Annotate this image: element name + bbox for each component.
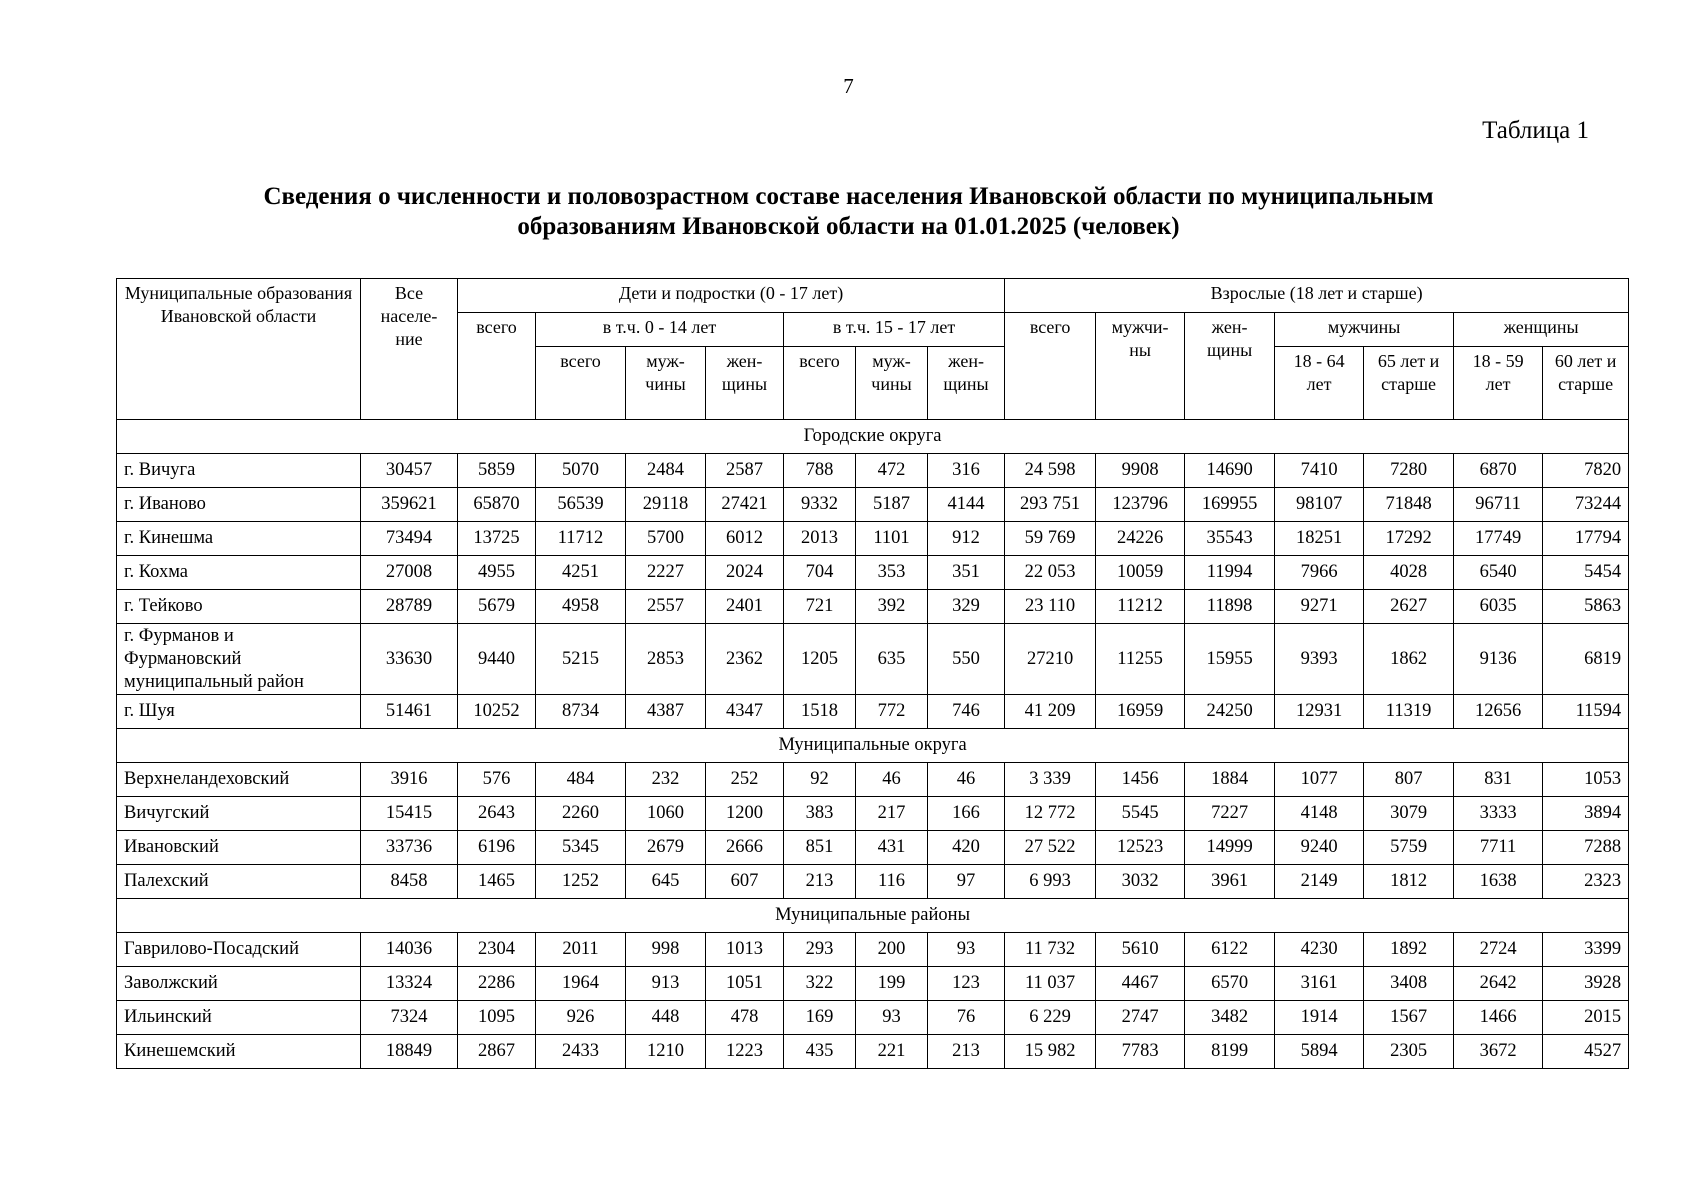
- table-cell: 4230: [1275, 933, 1364, 967]
- table-cell: 4467: [1096, 967, 1185, 1001]
- header-men-65-plus: 65 лет и старше: [1364, 347, 1454, 420]
- table-cell: 11255: [1096, 624, 1185, 695]
- table-cell: 392: [856, 590, 928, 624]
- table-cell: 4144: [928, 488, 1005, 522]
- municipality-name: г. Шуя: [117, 695, 361, 729]
- table-cell: 3399: [1543, 933, 1629, 967]
- table-cell: 98107: [1275, 488, 1364, 522]
- table-cell: 6 993: [1005, 865, 1096, 899]
- table-cell: 15955: [1185, 624, 1275, 695]
- table-cell: 73494: [361, 522, 458, 556]
- table-cell: 431: [856, 831, 928, 865]
- table-cell: 2304: [458, 933, 536, 967]
- table-cell: 831: [1454, 763, 1543, 797]
- municipality-name: г. Кохма: [117, 556, 361, 590]
- table-cell: 7783: [1096, 1035, 1185, 1069]
- header-0-14-men: муж-чины: [626, 347, 706, 420]
- table-cell: 11 037: [1005, 967, 1096, 1001]
- table-row: [117, 624, 1629, 695]
- table-cell: 448: [626, 1001, 706, 1035]
- table-cell: 24226: [1096, 522, 1185, 556]
- table-cell: 1964: [536, 967, 626, 1001]
- table-cell: 11898: [1185, 590, 1275, 624]
- table-cell: 9393: [1275, 624, 1364, 695]
- table-cell: 420: [928, 831, 1005, 865]
- table-cell: 14036: [361, 933, 458, 967]
- table-cell: 3079: [1364, 797, 1454, 831]
- table-cell: 11594: [1543, 695, 1629, 729]
- table-cell: 11994: [1185, 556, 1275, 590]
- table-cell: 11212: [1096, 590, 1185, 624]
- table-cell: 14999: [1185, 831, 1275, 865]
- table-cell: 4527: [1543, 1035, 1629, 1069]
- header-men-group: мужчины: [1275, 313, 1454, 347]
- table-cell: 93: [928, 933, 1005, 967]
- table-row: [117, 967, 1629, 1001]
- table-cell: 4347: [706, 695, 784, 729]
- section-title: Муниципальные округа: [117, 729, 1629, 763]
- table-cell: 123796: [1096, 488, 1185, 522]
- table-cell: 8199: [1185, 1035, 1275, 1069]
- municipality-name: г. Тейково: [117, 590, 361, 624]
- table-cell: 5215: [536, 624, 626, 695]
- table-cell: 3408: [1364, 967, 1454, 1001]
- table-cell: 9332: [784, 488, 856, 522]
- table-cell: 15 982: [1005, 1035, 1096, 1069]
- table-cell: 1051: [706, 967, 784, 1001]
- table-cell: 4251: [536, 556, 626, 590]
- table-cell: 2401: [706, 590, 784, 624]
- document-title: [120, 182, 1577, 242]
- table-cell: 17749: [1454, 522, 1543, 556]
- table-cell: 1862: [1364, 624, 1454, 695]
- header-children: Дети и подростки (0 - 17 лет): [458, 279, 1005, 313]
- table-cell: 217: [856, 797, 928, 831]
- header-15-17-women: жен-щины: [928, 347, 1005, 420]
- table-cell: 232: [626, 763, 706, 797]
- table-cell: 11319: [1364, 695, 1454, 729]
- table-cell: 550: [928, 624, 1005, 695]
- table-cell: 2724: [1454, 933, 1543, 967]
- table-label: Таблица 1: [1482, 117, 1589, 144]
- table-cell: 27210: [1005, 624, 1096, 695]
- table-cell: 7820: [1543, 454, 1629, 488]
- table-cell: 65870: [458, 488, 536, 522]
- table-cell: 123: [928, 967, 1005, 1001]
- table-cell: 7711: [1454, 831, 1543, 865]
- table-cell: 2679: [626, 831, 706, 865]
- table-cell: 2557: [626, 590, 706, 624]
- table-cell: 1518: [784, 695, 856, 729]
- table-cell: 1567: [1364, 1001, 1454, 1035]
- table-cell: 2642: [1454, 967, 1543, 1001]
- table-cell: 11 732: [1005, 933, 1096, 967]
- table-cell: 2627: [1364, 590, 1454, 624]
- table-cell: 1077: [1275, 763, 1364, 797]
- table-cell: 2666: [706, 831, 784, 865]
- table-cell: 3672: [1454, 1035, 1543, 1069]
- table-cell: 12 772: [1005, 797, 1096, 831]
- municipality-name: Гаврилово-Посадский: [117, 933, 361, 967]
- table-cell: 213: [784, 865, 856, 899]
- header-total: Все населе-ние: [361, 279, 458, 420]
- table-cell: 1200: [706, 797, 784, 831]
- table-cell: 46: [856, 763, 928, 797]
- header-women-group: женщины: [1454, 313, 1629, 347]
- table-cell: 10059: [1096, 556, 1185, 590]
- table-cell: 9240: [1275, 831, 1364, 865]
- table-cell: 166: [928, 797, 1005, 831]
- table-cell: 27 522: [1005, 831, 1096, 865]
- title-line: Сведения о численности и половозрастном составе населения Ивановской области по муниципальным: [263, 183, 1434, 210]
- table-cell: 4955: [458, 556, 536, 590]
- table-cell: 4028: [1364, 556, 1454, 590]
- table-row: [117, 763, 1629, 797]
- header-adults: Взрослые (18 лет и старше): [1005, 279, 1629, 313]
- table-cell: 2286: [458, 967, 536, 1001]
- table-cell: 6035: [1454, 590, 1543, 624]
- header-group-15-17: в т.ч. 15 - 17 лет: [784, 313, 1005, 347]
- table-cell: 7288: [1543, 831, 1629, 865]
- table-cell: 8458: [361, 865, 458, 899]
- table-cell: 6196: [458, 831, 536, 865]
- table-cell: 35543: [1185, 522, 1275, 556]
- table-cell: 1456: [1096, 763, 1185, 797]
- table-cell: 5610: [1096, 933, 1185, 967]
- table-cell: 351: [928, 556, 1005, 590]
- table-cell: 5859: [458, 454, 536, 488]
- table-cell: 4148: [1275, 797, 1364, 831]
- section-row: [117, 729, 1629, 763]
- table-cell: 5187: [856, 488, 928, 522]
- table-cell: 1914: [1275, 1001, 1364, 1035]
- table-cell: 3916: [361, 763, 458, 797]
- table-row: [117, 590, 1629, 624]
- table-cell: 322: [784, 967, 856, 1001]
- table-cell: 51461: [361, 695, 458, 729]
- table-cell: 3928: [1543, 967, 1629, 1001]
- table-cell: 5759: [1364, 831, 1454, 865]
- table-cell: 11712: [536, 522, 626, 556]
- table-cell: 30457: [361, 454, 458, 488]
- table-cell: 7410: [1275, 454, 1364, 488]
- table-cell: 1210: [626, 1035, 706, 1069]
- table-cell: 9908: [1096, 454, 1185, 488]
- table-cell: 1892: [1364, 933, 1454, 967]
- municipality-name: г. Иваново: [117, 488, 361, 522]
- table-cell: 5863: [1543, 590, 1629, 624]
- table-cell: 169955: [1185, 488, 1275, 522]
- table-cell: 353: [856, 556, 928, 590]
- table-cell: 16959: [1096, 695, 1185, 729]
- table-cell: 96711: [1454, 488, 1543, 522]
- header-15-17-all: всего: [784, 347, 856, 420]
- table-cell: 7227: [1185, 797, 1275, 831]
- table-cell: 2853: [626, 624, 706, 695]
- table-cell: 5454: [1543, 556, 1629, 590]
- table-cell: 2587: [706, 454, 784, 488]
- table-cell: 24250: [1185, 695, 1275, 729]
- table-cell: 6012: [706, 522, 784, 556]
- table-cell: 6540: [1454, 556, 1543, 590]
- table-cell: 998: [626, 933, 706, 967]
- table-cell: 2323: [1543, 865, 1629, 899]
- table-cell: 293 751: [1005, 488, 1096, 522]
- table-cell: 576: [458, 763, 536, 797]
- section-title: Городские округа: [117, 420, 1629, 454]
- table-cell: 59 769: [1005, 522, 1096, 556]
- table-row: [117, 1001, 1629, 1035]
- table-cell: 3333: [1454, 797, 1543, 831]
- table-cell: 1252: [536, 865, 626, 899]
- table-cell: 5545: [1096, 797, 1185, 831]
- table-cell: 704: [784, 556, 856, 590]
- table-cell: 24 598: [1005, 454, 1096, 488]
- table-cell: 383: [784, 797, 856, 831]
- header-adults-all: всего: [1005, 313, 1096, 420]
- table-cell: 9440: [458, 624, 536, 695]
- header-adult-women: жен-щины: [1185, 313, 1275, 420]
- table-cell: 18849: [361, 1035, 458, 1069]
- header-15-17-men: муж-чины: [856, 347, 928, 420]
- table-cell: 2484: [626, 454, 706, 488]
- table-cell: 484: [536, 763, 626, 797]
- table-cell: 10252: [458, 695, 536, 729]
- table-cell: 2149: [1275, 865, 1364, 899]
- table-cell: 2433: [536, 1035, 626, 1069]
- table-cell: 1884: [1185, 763, 1275, 797]
- table-cell: 9271: [1275, 590, 1364, 624]
- table-cell: 851: [784, 831, 856, 865]
- table-cell: 721: [784, 590, 856, 624]
- table-cell: 2024: [706, 556, 784, 590]
- table-cell: 788: [784, 454, 856, 488]
- table-cell: 12931: [1275, 695, 1364, 729]
- title-line: образованиям Ивановской области на 01.01.2025 (человек): [517, 213, 1180, 240]
- table-cell: 2867: [458, 1035, 536, 1069]
- header-men-18-64: 18 - 64 лет: [1275, 347, 1364, 420]
- table-cell: 1101: [856, 522, 928, 556]
- table-cell: 2011: [536, 933, 626, 967]
- table-row: [117, 865, 1629, 899]
- table-cell: 3 339: [1005, 763, 1096, 797]
- table-row: [117, 695, 1629, 729]
- header-children-all: всего: [458, 313, 536, 420]
- table-cell: 5700: [626, 522, 706, 556]
- table-cell: 1638: [1454, 865, 1543, 899]
- municipality-name: Заволжский: [117, 967, 361, 1001]
- table-cell: 28789: [361, 590, 458, 624]
- table-cell: 17794: [1543, 522, 1629, 556]
- table-row: [117, 454, 1629, 488]
- table-cell: 22 053: [1005, 556, 1096, 590]
- table-cell: 472: [856, 454, 928, 488]
- table-cell: 76: [928, 1001, 1005, 1035]
- table-cell: 3961: [1185, 865, 1275, 899]
- table-cell: 3161: [1275, 967, 1364, 1001]
- header-women-60-plus: 60 лет и старше: [1543, 347, 1629, 420]
- table-cell: 17292: [1364, 522, 1454, 556]
- table-cell: 5679: [458, 590, 536, 624]
- header-0-14-all: всего: [536, 347, 626, 420]
- table-cell: 4387: [626, 695, 706, 729]
- table-body: [117, 420, 1629, 1069]
- table-cell: 329: [928, 590, 1005, 624]
- header-group-0-14: в т.ч. 0 - 14 лет: [536, 313, 784, 347]
- table-cell: 13725: [458, 522, 536, 556]
- table-cell: 116: [856, 865, 928, 899]
- table-cell: 5070: [536, 454, 626, 488]
- table-cell: 169: [784, 1001, 856, 1035]
- table-cell: 29118: [626, 488, 706, 522]
- header-0-14-women: жен-щины: [706, 347, 784, 420]
- table-cell: 3482: [1185, 1001, 1275, 1035]
- table-cell: 2747: [1096, 1001, 1185, 1035]
- table-cell: 221: [856, 1035, 928, 1069]
- table-cell: 435: [784, 1035, 856, 1069]
- table-cell: 3894: [1543, 797, 1629, 831]
- table-cell: 2305: [1364, 1035, 1454, 1069]
- section-title: Муниципальные районы: [117, 899, 1629, 933]
- table-row: [117, 831, 1629, 865]
- table-cell: 1223: [706, 1035, 784, 1069]
- table-row: [117, 1035, 1629, 1069]
- table-cell: 1205: [784, 624, 856, 695]
- table-cell: 478: [706, 1001, 784, 1035]
- table-cell: 635: [856, 624, 928, 695]
- table-cell: 41 209: [1005, 695, 1096, 729]
- header-adult-men: мужчи-ны: [1096, 313, 1185, 420]
- table-cell: 71848: [1364, 488, 1454, 522]
- section-row: [117, 420, 1629, 454]
- municipality-name: Ивановский: [117, 831, 361, 865]
- table-cell: 12523: [1096, 831, 1185, 865]
- table-cell: 645: [626, 865, 706, 899]
- table-cell: 2362: [706, 624, 784, 695]
- table-cell: 5345: [536, 831, 626, 865]
- table-cell: 7280: [1364, 454, 1454, 488]
- table-cell: 73244: [1543, 488, 1629, 522]
- table-cell: 926: [536, 1001, 626, 1035]
- table-cell: 746: [928, 695, 1005, 729]
- table-cell: 33736: [361, 831, 458, 865]
- table-cell: 2013: [784, 522, 856, 556]
- municipality-name: г. Вичуга: [117, 454, 361, 488]
- table-cell: 1060: [626, 797, 706, 831]
- table-cell: 18251: [1275, 522, 1364, 556]
- table-cell: 8734: [536, 695, 626, 729]
- table-cell: 14690: [1185, 454, 1275, 488]
- municipality-name: г. Фурманов и Фурмановский муниципальный район: [117, 624, 361, 695]
- table-row: [117, 797, 1629, 831]
- table-cell: 807: [1364, 763, 1454, 797]
- table-cell: 12656: [1454, 695, 1543, 729]
- table-cell: 5894: [1275, 1035, 1364, 1069]
- municipality-name: Палехский: [117, 865, 361, 899]
- table-cell: 92: [784, 763, 856, 797]
- table-cell: 6 229: [1005, 1001, 1096, 1035]
- header-mo: Муниципальные образования Ивановской области: [117, 279, 361, 420]
- table-cell: 199: [856, 967, 928, 1001]
- table-cell: 2227: [626, 556, 706, 590]
- table-cell: 93: [856, 1001, 928, 1035]
- table-cell: 6870: [1454, 454, 1543, 488]
- table-cell: 213: [928, 1035, 1005, 1069]
- page-number: 7: [843, 74, 854, 98]
- table-cell: 6570: [1185, 967, 1275, 1001]
- municipality-name: Ильинский: [117, 1001, 361, 1035]
- table-cell: 6122: [1185, 933, 1275, 967]
- table-cell: 46: [928, 763, 1005, 797]
- section-row: [117, 899, 1629, 933]
- table-cell: 27008: [361, 556, 458, 590]
- table-cell: 200: [856, 933, 928, 967]
- table-cell: 293: [784, 933, 856, 967]
- table-cell: 1053: [1543, 763, 1629, 797]
- municipality-name: Кинешемский: [117, 1035, 361, 1069]
- table-cell: 912: [928, 522, 1005, 556]
- table-row: [117, 933, 1629, 967]
- table-cell: 1466: [1454, 1001, 1543, 1035]
- table-row: [117, 488, 1629, 522]
- table-cell: 7966: [1275, 556, 1364, 590]
- table-row: [117, 522, 1629, 556]
- table-cell: 1465: [458, 865, 536, 899]
- table-cell: 1095: [458, 1001, 536, 1035]
- table-cell: 2015: [1543, 1001, 1629, 1035]
- table-cell: 97: [928, 865, 1005, 899]
- municipality-name: Вичугский: [117, 797, 361, 831]
- table-cell: 15415: [361, 797, 458, 831]
- table-cell: 316: [928, 454, 1005, 488]
- municipality-name: Верхнеландеховский: [117, 763, 361, 797]
- table-cell: 4958: [536, 590, 626, 624]
- table-cell: 1013: [706, 933, 784, 967]
- table-cell: 3032: [1096, 865, 1185, 899]
- table-cell: 23 110: [1005, 590, 1096, 624]
- table-cell: 607: [706, 865, 784, 899]
- municipality-name: г. Кинешма: [117, 522, 361, 556]
- table-cell: 2643: [458, 797, 536, 831]
- table-cell: 56539: [536, 488, 626, 522]
- table-cell: 9136: [1454, 624, 1543, 695]
- table-cell: 27421: [706, 488, 784, 522]
- table-cell: 252: [706, 763, 784, 797]
- table-cell: 359621: [361, 488, 458, 522]
- table-cell: 7324: [361, 1001, 458, 1035]
- table-cell: 1812: [1364, 865, 1454, 899]
- table-cell: 33630: [361, 624, 458, 695]
- population-table: [116, 278, 1629, 1069]
- table-cell: 2260: [536, 797, 626, 831]
- table-header: [117, 279, 1629, 420]
- table-cell: 6819: [1543, 624, 1629, 695]
- table-row: [117, 556, 1629, 590]
- table-cell: 772: [856, 695, 928, 729]
- table-cell: 13324: [361, 967, 458, 1001]
- header-women-18-59: 18 - 59 лет: [1454, 347, 1543, 420]
- table-cell: 913: [626, 967, 706, 1001]
